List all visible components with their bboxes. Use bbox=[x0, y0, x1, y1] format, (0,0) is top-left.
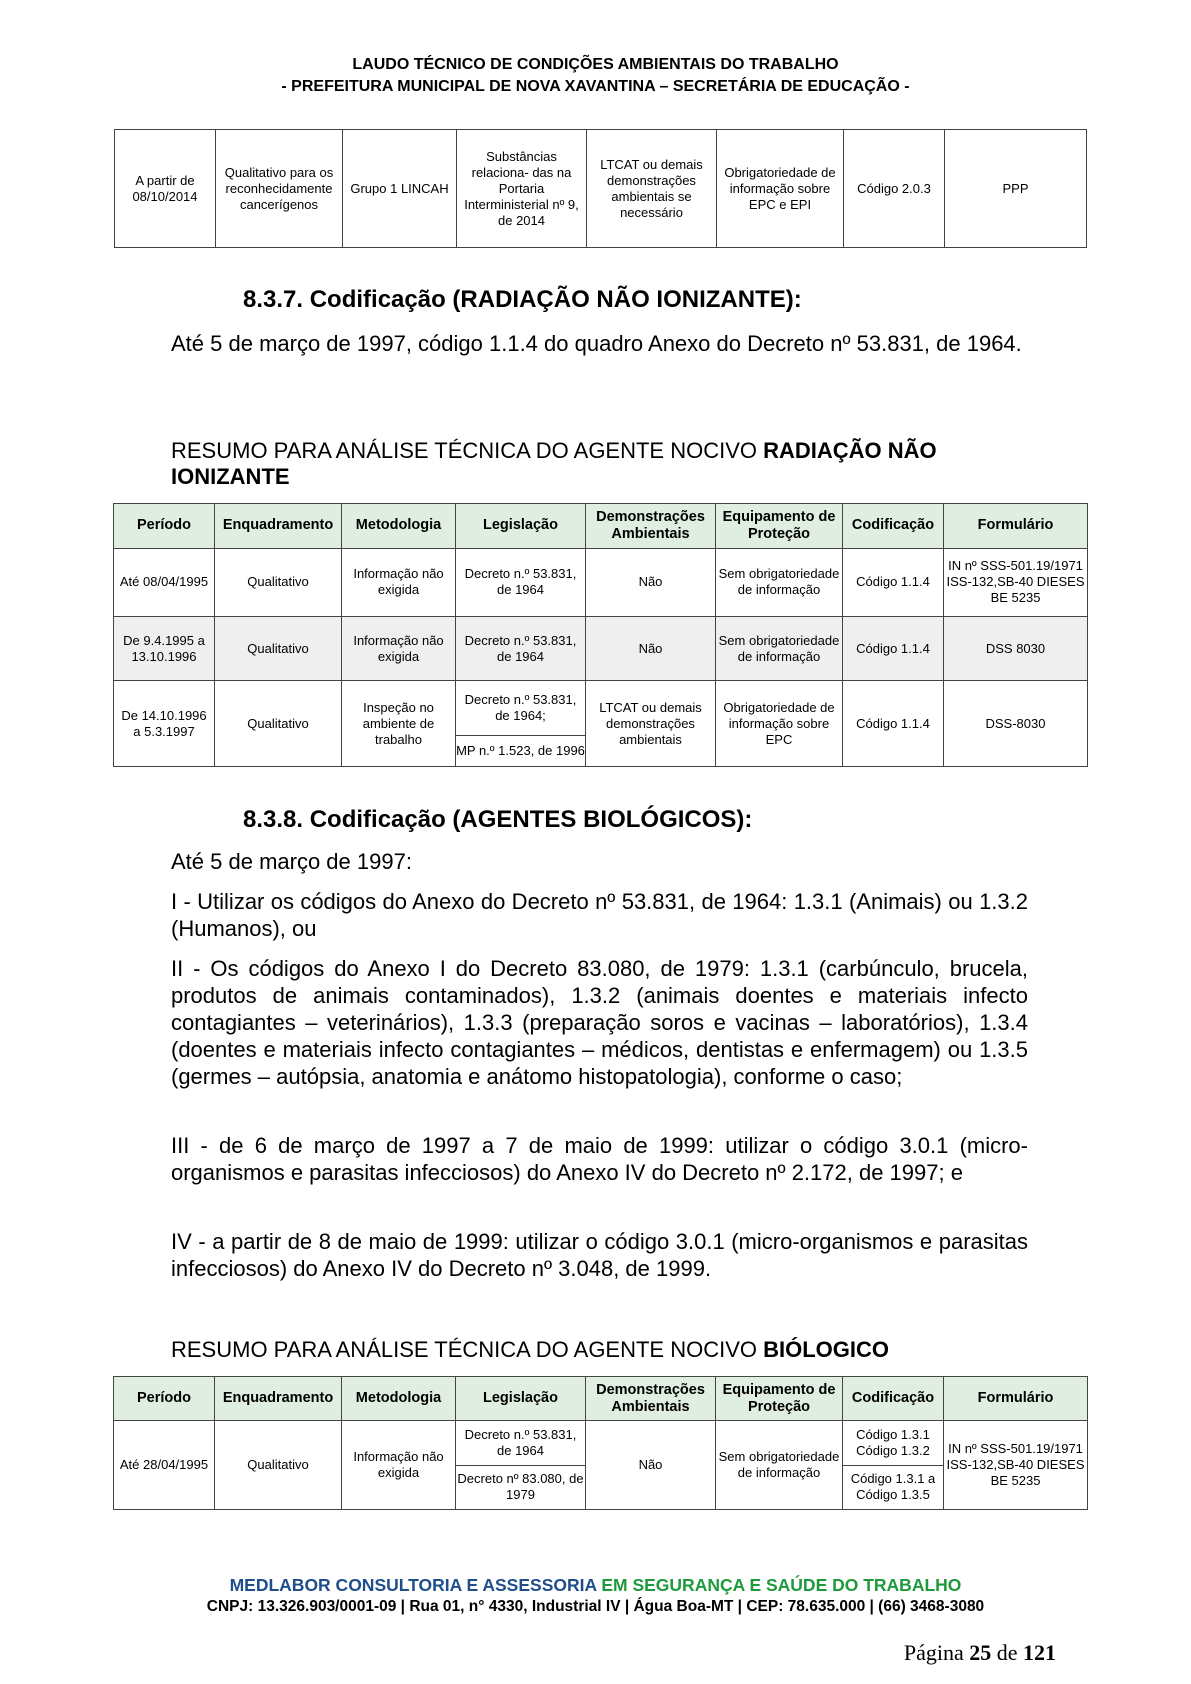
document-subtitle: - PREFEITURA MUNICIPAL DE NOVA XAVANTINA – SECRETÁRIA DE EDUCAÇÃO - bbox=[281, 78, 910, 95]
table-cell: Sem obrigatoriedade de informação bbox=[716, 548, 843, 617]
table-row bbox=[114, 548, 1088, 617]
table-cell bbox=[456, 1421, 586, 1510]
top-table bbox=[114, 129, 1087, 248]
table-cell: DSS 8030 bbox=[944, 617, 1088, 681]
section-text-radiacao: Até 5 de março de 1997, código 1.1.4 do quadro Anexo do Decreto nº 53.831, de 1964. bbox=[171, 331, 1022, 356]
section-heading-radiacao: 8.3.7. Codificação (RADIAÇÃO NÃO IONIZANTE): bbox=[243, 286, 802, 313]
column-header: Codificação bbox=[843, 1377, 944, 1421]
table-cell: Obrigatoriedade de informação sobre EPC e EPI bbox=[717, 130, 844, 248]
table-cell: Informação não exigida bbox=[342, 617, 456, 681]
table-cell: Qualitativo bbox=[215, 681, 342, 767]
table-row bbox=[114, 617, 1088, 681]
column-header: Formulário bbox=[944, 1377, 1088, 1421]
column-header: Demonstrações Ambientais bbox=[586, 1377, 716, 1421]
table-cell: PPP bbox=[945, 130, 1087, 248]
table-cell: Decreto n.º 53.831, de 1964; bbox=[464, 691, 577, 723]
table-cell: De 14.10.1996 a 5.3.1997 bbox=[114, 681, 215, 767]
section-intro: Até 5 de março de 1997: bbox=[171, 849, 412, 874]
table-cell: De 9.4.1995 a 13.10.1996 bbox=[114, 617, 215, 681]
table-cell: Não bbox=[586, 548, 716, 617]
table-header-row bbox=[114, 504, 1088, 549]
table-header-row bbox=[114, 1377, 1088, 1421]
table-cell: IN nº SSS-501.19/1971 ISS-132,SB-40 DIESES BE 5235 bbox=[944, 548, 1088, 617]
column-header: Período bbox=[114, 504, 215, 549]
paragraph-item: I - Utilizar os códigos do Anexo do Decreto nº 53.831, de 1964: 1.3.1 (Animais) ou 1.3.2 (Humanos), ou bbox=[171, 889, 1028, 941]
column-header: Período bbox=[114, 1377, 215, 1421]
radiacao-table bbox=[113, 503, 1088, 767]
footer-company-tagline: EM SEGURANÇA E SAÚDE DO TRABALHO bbox=[601, 1575, 962, 1595]
table-cell: LTCAT ou demais demonstrações ambientais se necessário bbox=[587, 130, 717, 248]
column-header: Equipamento de Proteção bbox=[716, 1377, 843, 1421]
table-row bbox=[114, 1421, 1088, 1510]
table-cell: Decreto n.º 53.831, de 1964 bbox=[456, 617, 586, 681]
table-cell: Não bbox=[586, 1421, 716, 1510]
table-cell: Decreto n.º 53.831, de 1964 bbox=[456, 548, 586, 617]
column-header: Metodologia bbox=[342, 1377, 456, 1421]
table-cell: Qualitativo bbox=[215, 617, 342, 681]
table-cell: Código 1.3.1 a Código 1.3.5 bbox=[843, 1465, 943, 1509]
column-header: Legislação bbox=[456, 1377, 586, 1421]
table-cell bbox=[456, 681, 586, 767]
table-cell: Substâncias relaciona- das na Portaria Interministerial nº 9, de 2014 bbox=[457, 130, 587, 248]
paragraph-item: II - Os códigos do Anexo I do Decreto 83.080, de 1979: 1.3.1 (carbúnculo, brucela, produtos de animais contaminados), 1.3.2 (animais doentes e materiais infecto contagiantes – veterinários), 1.3.3 (preparação soros e vacinas – laboratórios), 1.3.4 (doentes e materiais infecto contagiantes – médicos, dentistas e enfermagem) ou 1.3.5 (germes – autópsia, anatomia e anátomo histopatologia), conforme o caso; bbox=[171, 956, 1028, 1089]
column-header: Enquadramento bbox=[215, 1377, 342, 1421]
table-cell: Código 1.3.1 Código 1.3.2 bbox=[856, 1426, 930, 1458]
table-cell: Qualitativo bbox=[215, 1421, 342, 1510]
table-cell bbox=[843, 1421, 944, 1510]
footer-address: CNPJ: 13.326.903/0001-09 | Rua 01, n° 4330, Industrial IV | Água Boa-MT | CEP: 78.635.000 | (66) 3468-3080 bbox=[206, 1598, 985, 1615]
paragraph-item: IV - a partir de 8 de maio de 1999: utilizar o código 3.0.1 (micro-organismos e parasitas infecciosos) do Anexo IV do Decreto nº 3.048, de 1999. bbox=[171, 1229, 1028, 1281]
biologico-table bbox=[113, 1376, 1088, 1510]
split-cell bbox=[843, 1421, 943, 1509]
table-cell: Até 08/04/1995 bbox=[114, 548, 215, 617]
table-cell: Não bbox=[586, 617, 716, 681]
document-title: LAUDO TÉCNICO DE CONDIÇÕES AMBIENTAIS DO TRABALHO bbox=[352, 56, 839, 73]
page-number: Página 25 de 121 bbox=[903, 1640, 1056, 1665]
table-cell: Qualitativo bbox=[215, 548, 342, 617]
column-header: Enquadramento bbox=[215, 504, 342, 549]
section-heading-biologicos: 8.3.8. Codificação (AGENTES BIOLÓGICOS): bbox=[243, 806, 753, 833]
table-row bbox=[115, 130, 1087, 248]
column-header: Codificação bbox=[843, 504, 944, 549]
table-cell: Decreto n.º 53.831, de 1964 bbox=[464, 1426, 577, 1458]
resumo-heading-radiacao: RESUMO PARA ANÁLISE TÉCNICA DO AGENTE NOCIVO RADIAÇÃO NÃO IONIZANTE bbox=[171, 438, 937, 489]
column-header: Metodologia bbox=[342, 504, 456, 549]
table-cell: Qualitativo para os reconhecidamente cancerígenos bbox=[216, 130, 343, 248]
table-cell: Código 1.1.4 bbox=[843, 681, 944, 767]
table-cell: Sem obrigatoriedade de informação bbox=[716, 617, 843, 681]
paragraph-item: III - de 6 de março de 1997 a 7 de maio de 1999: utilizar o código 3.0.1 (micro-organismos e parasitas infecciosos) do Anexo IV do Decreto nº 2.172, de 1997; e bbox=[171, 1133, 1028, 1185]
table-cell: Até 28/04/1995 bbox=[114, 1421, 215, 1510]
table-cell: IN nº SSS-501.19/1971 ISS-132,SB-40 DIESES BE 5235 bbox=[944, 1421, 1088, 1510]
split-cell bbox=[456, 1421, 585, 1509]
split-cell bbox=[456, 681, 585, 766]
table-cell: Grupo 1 LINCAH bbox=[343, 130, 457, 248]
table-cell: Sem obrigatoriedade de informação bbox=[716, 1421, 843, 1510]
table-cell: MP n.º 1.523, de 1996 bbox=[456, 735, 585, 766]
table-cell: Inspeção no ambiente de trabalho bbox=[342, 681, 456, 767]
column-header: Demonstrações Ambientais bbox=[586, 504, 716, 549]
table-cell: Código 1.1.4 bbox=[843, 548, 944, 617]
table-cell: Obrigatoriedade de informação sobre EPC bbox=[716, 681, 843, 767]
footer-company bbox=[0, 1575, 1191, 1596]
table-cell: Código 1.1.4 bbox=[843, 617, 944, 681]
column-header: Legislação bbox=[456, 504, 586, 549]
column-header: Formulário bbox=[944, 504, 1088, 549]
table-cell: DSS-8030 bbox=[944, 681, 1088, 767]
table-cell: Decreto nº 83.080, de 1979 bbox=[456, 1465, 585, 1509]
table-cell: Informação não exigida bbox=[342, 1421, 456, 1510]
column-header: Equipamento de Proteção bbox=[716, 504, 843, 549]
table-cell: A partir de 08/10/2014 bbox=[115, 130, 216, 248]
footer-company-name: MEDLABOR CONSULTORIA E ASSESSORIA bbox=[229, 1575, 602, 1595]
resumo-heading-biologico: RESUMO PARA ANÁLISE TÉCNICA DO AGENTE NOCIVO BIÓLOGICO bbox=[171, 1337, 889, 1362]
table-cell: Informação não exigida bbox=[342, 548, 456, 617]
table-cell: Código 2.0.3 bbox=[844, 130, 945, 248]
table-cell: LTCAT ou demais demonstrações ambientais bbox=[586, 681, 716, 767]
table-row bbox=[114, 681, 1088, 767]
